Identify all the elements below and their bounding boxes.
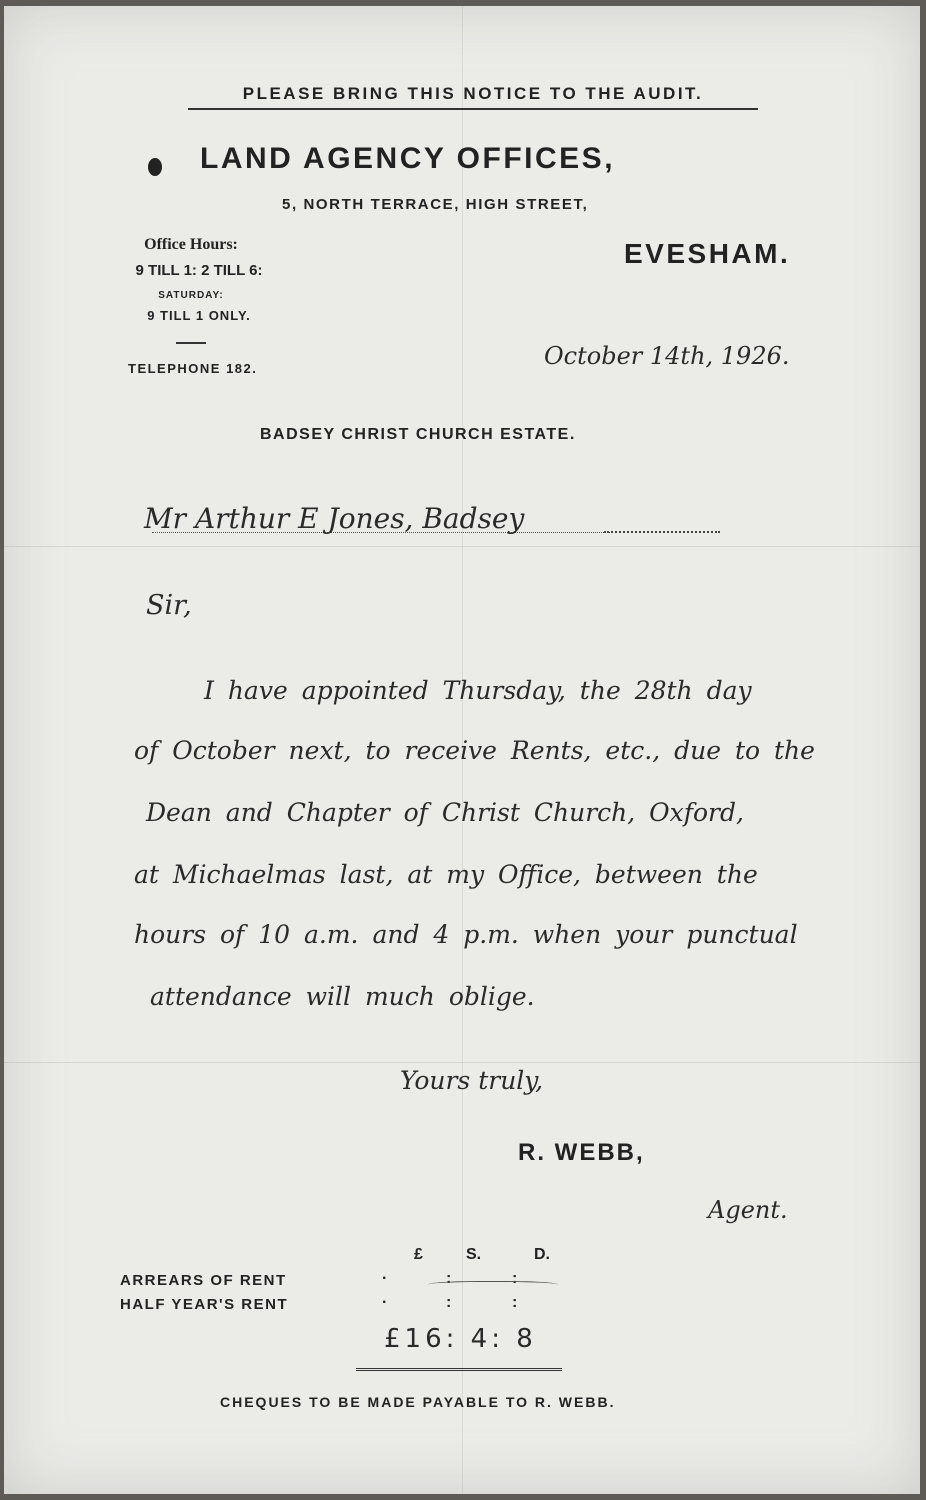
office-name: LAND AGENCY OFFICES, <box>200 142 616 175</box>
ink-blot <box>148 158 162 176</box>
telephone-number: TELEPHONE 182. <box>128 361 258 376</box>
estate-name: BADSEY CHRIST CHURCH ESTATE. <box>260 426 576 443</box>
divider <box>176 342 206 344</box>
colon-separator: · <box>382 1270 388 1287</box>
addressee: Mr Arthur E Jones, Badsey <box>144 502 525 535</box>
letter-date: October 14th, 1926. <box>544 342 790 370</box>
body-line: at Michaelmas last, at my Office, between the <box>134 860 758 889</box>
arrears-label: ARREARS OF RENT <box>120 1272 287 1289</box>
signatory-name: R. WEBB, <box>518 1139 645 1166</box>
body-line: of October next, to receive Rents, etc., due to the <box>134 736 815 765</box>
colon-separator: · <box>382 1294 388 1311</box>
weekday-hours: 9 TILL 1: 2 TILL 6: <box>135 262 263 279</box>
office-hours-heading: Office Hours: <box>144 236 238 253</box>
total-amount: £16: 4: 8 <box>384 1324 537 1354</box>
colon-separator: : <box>512 1294 518 1311</box>
colon-separator: : <box>446 1270 452 1287</box>
shillings-header: S. <box>466 1246 482 1263</box>
audit-notice: PLEASE BRING THIS NOTICE TO THE AUDIT. <box>188 84 758 110</box>
body-line: I have appointed Thursday, the 28th day <box>204 676 752 705</box>
closing: Yours truly, <box>400 1066 544 1095</box>
saturday-hours: 9 TILL 1 ONLY. <box>147 308 251 323</box>
pounds-header: £ <box>414 1246 423 1263</box>
saturday-label: SATURDAY: <box>158 290 224 301</box>
addressee-dotted-line <box>604 531 720 533</box>
colon-separator: : <box>512 1270 518 1287</box>
office-town: EVESHAM. <box>624 238 791 269</box>
salutation: Sir, <box>146 590 192 621</box>
half-year-rent-label: HALF YEAR'S RENT <box>120 1296 289 1313</box>
rent-notice-document <box>4 6 920 1494</box>
office-address: 5, NORTH TERRACE, HIGH STREET, <box>282 196 589 213</box>
body-line: Dean and Chapter of Christ Church, Oxford, <box>146 798 744 827</box>
cheques-payable-note: CHEQUES TO BE MADE PAYABLE TO R. WEBB. <box>220 1394 616 1410</box>
pence-header: D. <box>534 1246 550 1263</box>
signatory-title: Agent. <box>708 1196 788 1224</box>
body-line: hours of 10 a.m. and 4 p.m. when your punctual <box>134 920 798 949</box>
body-line: attendance will much oblige. <box>150 982 535 1011</box>
pencil-stroke <box>428 1281 558 1290</box>
colon-separator: : <box>446 1294 452 1311</box>
